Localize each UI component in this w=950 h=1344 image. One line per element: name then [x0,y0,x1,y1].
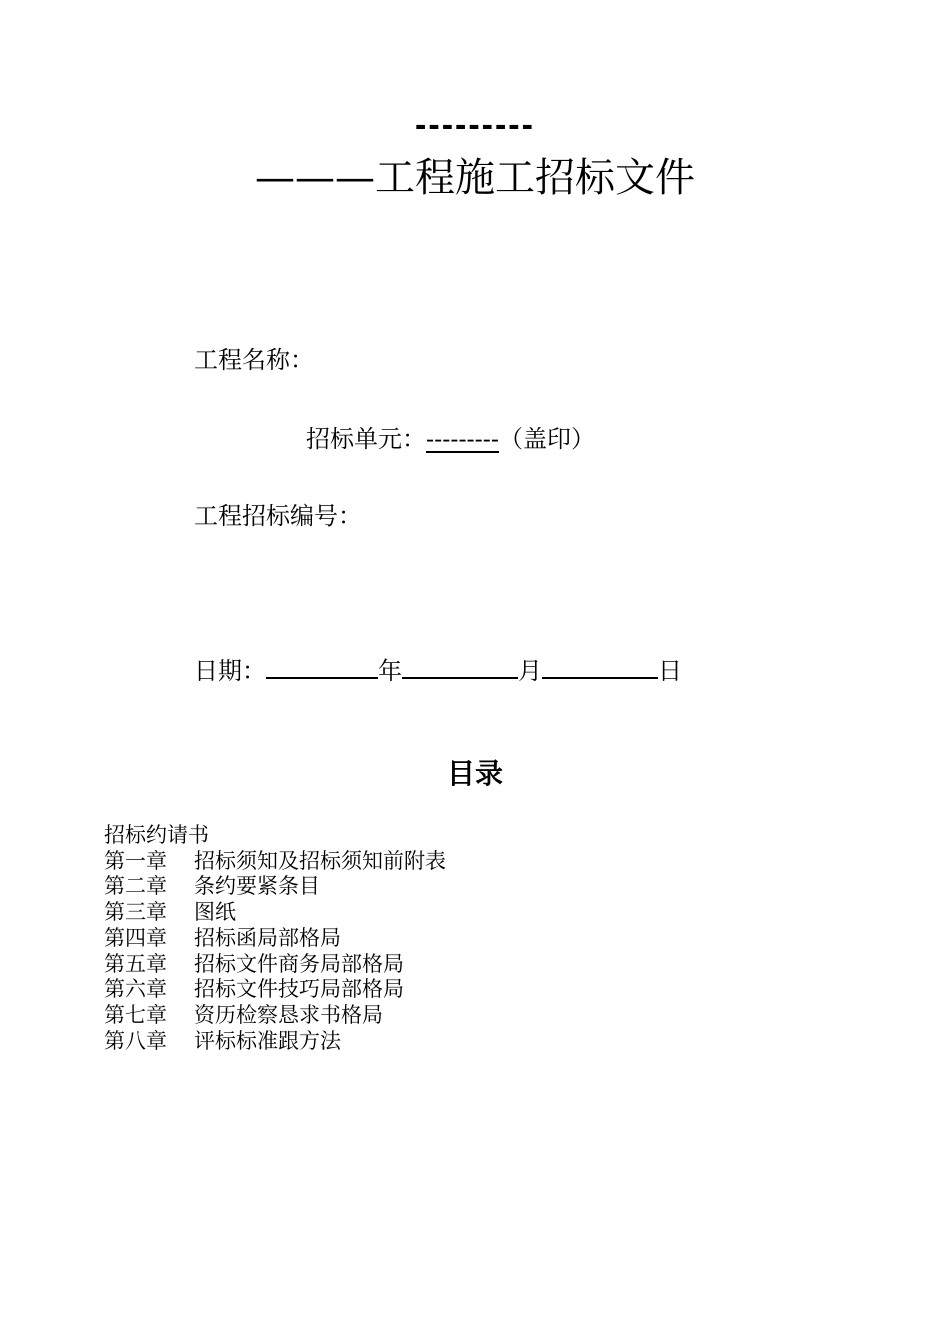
toc-item-title: 条约要紧条目 [194,874,320,899]
toc-item [104,1003,446,1029]
toc-item [104,926,446,952]
tender-unit-value: --------- [426,425,499,453]
toc-list [104,823,446,1054]
toc-item-title: 资历检察恳求书格局 [194,1002,383,1027]
document-title: ———工程施工招标文件 [255,155,695,201]
toc-item [104,952,446,978]
toc-item [104,849,446,875]
toc-item-chapter: 招标约请书 [104,823,209,847]
toc-item-title: 评标标准跟方法 [194,1028,341,1053]
day-blank [542,655,658,679]
toc-item-chapter: 第七章 [104,1002,167,1027]
toc-item-title: 图纸 [194,900,236,925]
toc-title: 目录 [446,757,503,790]
toc-item-chapter: 第一章 [104,848,167,873]
tender-unit-suffix: （盖印） [498,425,595,453]
toc-item [104,874,446,900]
month-blank [402,655,518,679]
toc-item-chapter: 第八章 [104,1028,167,1053]
tender-number-label: 工程招标编号： [194,502,362,530]
tender-unit-field [306,423,595,455]
toc-item-chapter: 第六章 [104,977,167,1002]
toc-item-chapter: 第二章 [104,874,167,899]
project-name-label: 工程名称： [194,346,314,374]
toc-item-chapter: 第四章 [104,925,167,950]
toc-item [104,977,446,1003]
toc-item-chapter: 第三章 [104,900,167,925]
date-label: 日期： [194,657,266,685]
year-blank [266,655,378,679]
month-label: 月 [518,657,542,685]
tender-unit-label: 招标单元： [306,425,426,453]
tender-number-field [194,500,362,532]
date-field [194,655,682,687]
toc-item [104,1029,446,1055]
toc-item-title: 招标须知及招标须知前附表 [194,848,446,873]
year-label: 年 [378,657,402,685]
toc-item [104,823,446,849]
toc-item [104,900,446,926]
toc-item-title: 招标文件技巧局部格局 [194,977,404,1002]
header-dashes: --------- [415,106,535,144]
toc-item-title: 招标函局部格局 [194,925,341,950]
project-name-field [194,344,314,376]
toc-item-chapter: 第五章 [104,951,167,976]
toc-item-title: 招标文件商务局部格局 [194,951,404,976]
day-label: 日 [658,657,682,685]
